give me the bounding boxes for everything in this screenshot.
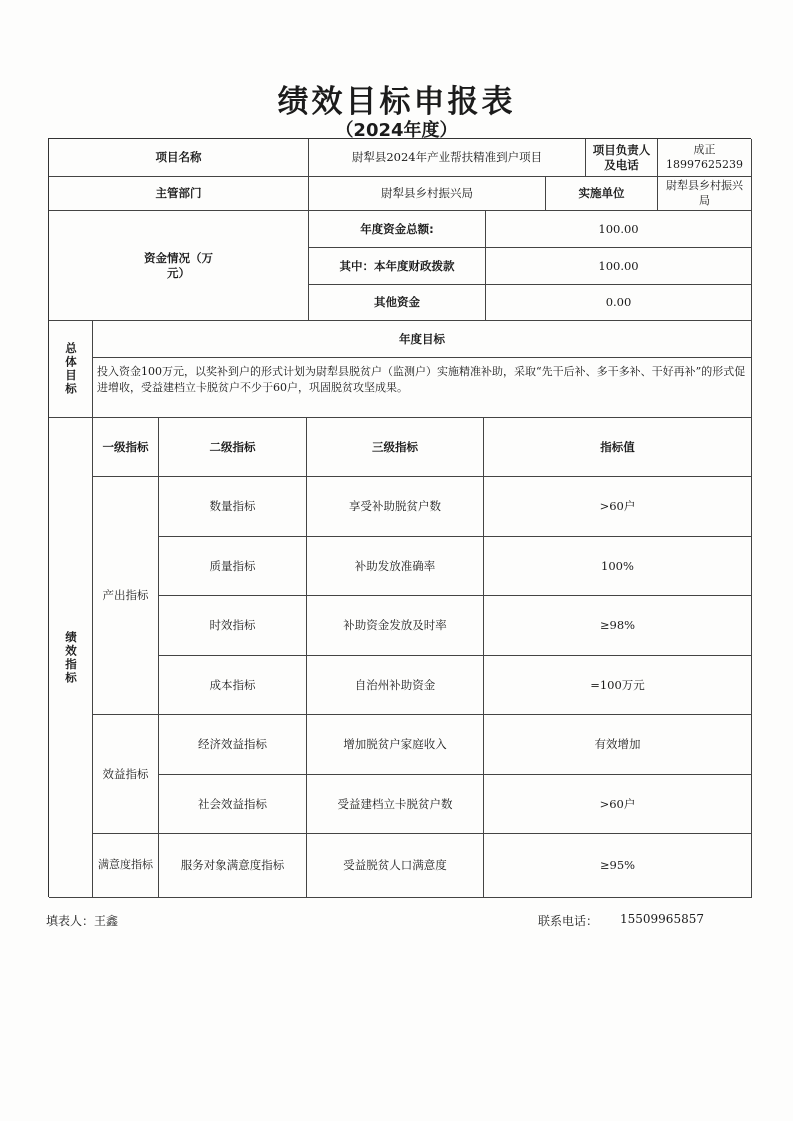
indicator-l3: 增加脱贫户家庭收入 [307, 715, 484, 775]
funds-total-value: 100.00 [486, 211, 752, 248]
responsible-value: 成正18997625239 [658, 139, 752, 177]
page-subtitle: （2024年度） [335, 120, 458, 141]
indicator-value: =100万元 [484, 656, 752, 715]
funds-label: 资金情况（万元） [49, 211, 309, 321]
header-level3: 三级指标 [307, 418, 484, 477]
goal-header: 年度目标 [93, 321, 752, 358]
goal-text: 投入资金100万元，以奖补到户的形式计划为尉犁县脱贫户（监测户）实施精准补助，采取“先干后补、多干多补、干好再补”的形式促进增收，受益建档立卡脱贫户不少于60户，巩固脱贫攻坚成果。 [93, 358, 752, 418]
header-level1: 一级指标 [93, 418, 159, 477]
indicator-value: ≥98% [484, 596, 752, 656]
dept-value: 尉犁县乡村振兴局 [309, 177, 546, 211]
impl-label: 实施单位 [546, 177, 658, 211]
funds-other-value: 0.00 [486, 285, 752, 321]
dept-label: 主管部门 [49, 177, 309, 211]
responsible-label: 项目负责人及电话 [586, 139, 658, 177]
page-title: 绩效目标申报表 [277, 84, 516, 120]
impl-value: 尉犁县乡村振兴局 [658, 177, 752, 211]
indicator-l2: 服务对象满意度指标 [159, 834, 307, 898]
header-value: 指标值 [484, 418, 752, 477]
project-name-value: 尉犁县2024年产业帮扶精准到户项目 [309, 139, 586, 177]
level1-satisfaction: 满意度指标 [93, 834, 159, 898]
indicator-l2: 社会效益指标 [159, 775, 307, 834]
header-level2: 二级指标 [159, 418, 307, 477]
goal-section-label: 总体目标 [49, 321, 93, 418]
indicator-l3: 受益建档立卡脱贫户数 [307, 775, 484, 834]
indicator-l3: 补助资金发放及时率 [307, 596, 484, 656]
indicator-l3: 受益脱贫人口满意度 [307, 834, 484, 898]
perf-section-label: 绩效指标 [49, 418, 93, 898]
level1-benefit: 效益指标 [93, 715, 159, 834]
level1-output: 产出指标 [93, 477, 159, 715]
indicator-value: ≥95% [484, 834, 752, 898]
indicator-l2: 时效指标 [159, 596, 307, 656]
indicator-l2: 质量指标 [159, 537, 307, 596]
funds-fiscal-label: 其中：本年度财政拨款 [309, 248, 486, 285]
indicator-l2: 经济效益指标 [159, 715, 307, 775]
indicator-l3: 自治州补助资金 [307, 656, 484, 715]
indicator-value: >60户 [484, 477, 752, 537]
footer-phone-label: 联系电话： [538, 914, 599, 928]
funds-fiscal-value: 100.00 [486, 248, 752, 285]
indicator-l3: 享受补助脱贫户数 [307, 477, 484, 537]
indicator-l2: 数量指标 [159, 477, 307, 537]
project-name-label: 项目名称 [49, 139, 309, 177]
indicator-l2: 成本指标 [159, 656, 307, 715]
indicator-value: 有效增加 [484, 715, 752, 775]
indicator-l3: 补助发放准确率 [307, 537, 484, 596]
indicator-value: >60户 [484, 775, 752, 834]
indicator-value: 100% [484, 537, 752, 596]
funds-other-label: 其他资金 [309, 285, 486, 321]
funds-total-label: 年度资金总额: [309, 211, 486, 248]
footer-phone: 15509965857 [620, 912, 704, 926]
performance-table [48, 138, 751, 897]
footer-filler: 填表人：王鑫 [46, 914, 119, 928]
